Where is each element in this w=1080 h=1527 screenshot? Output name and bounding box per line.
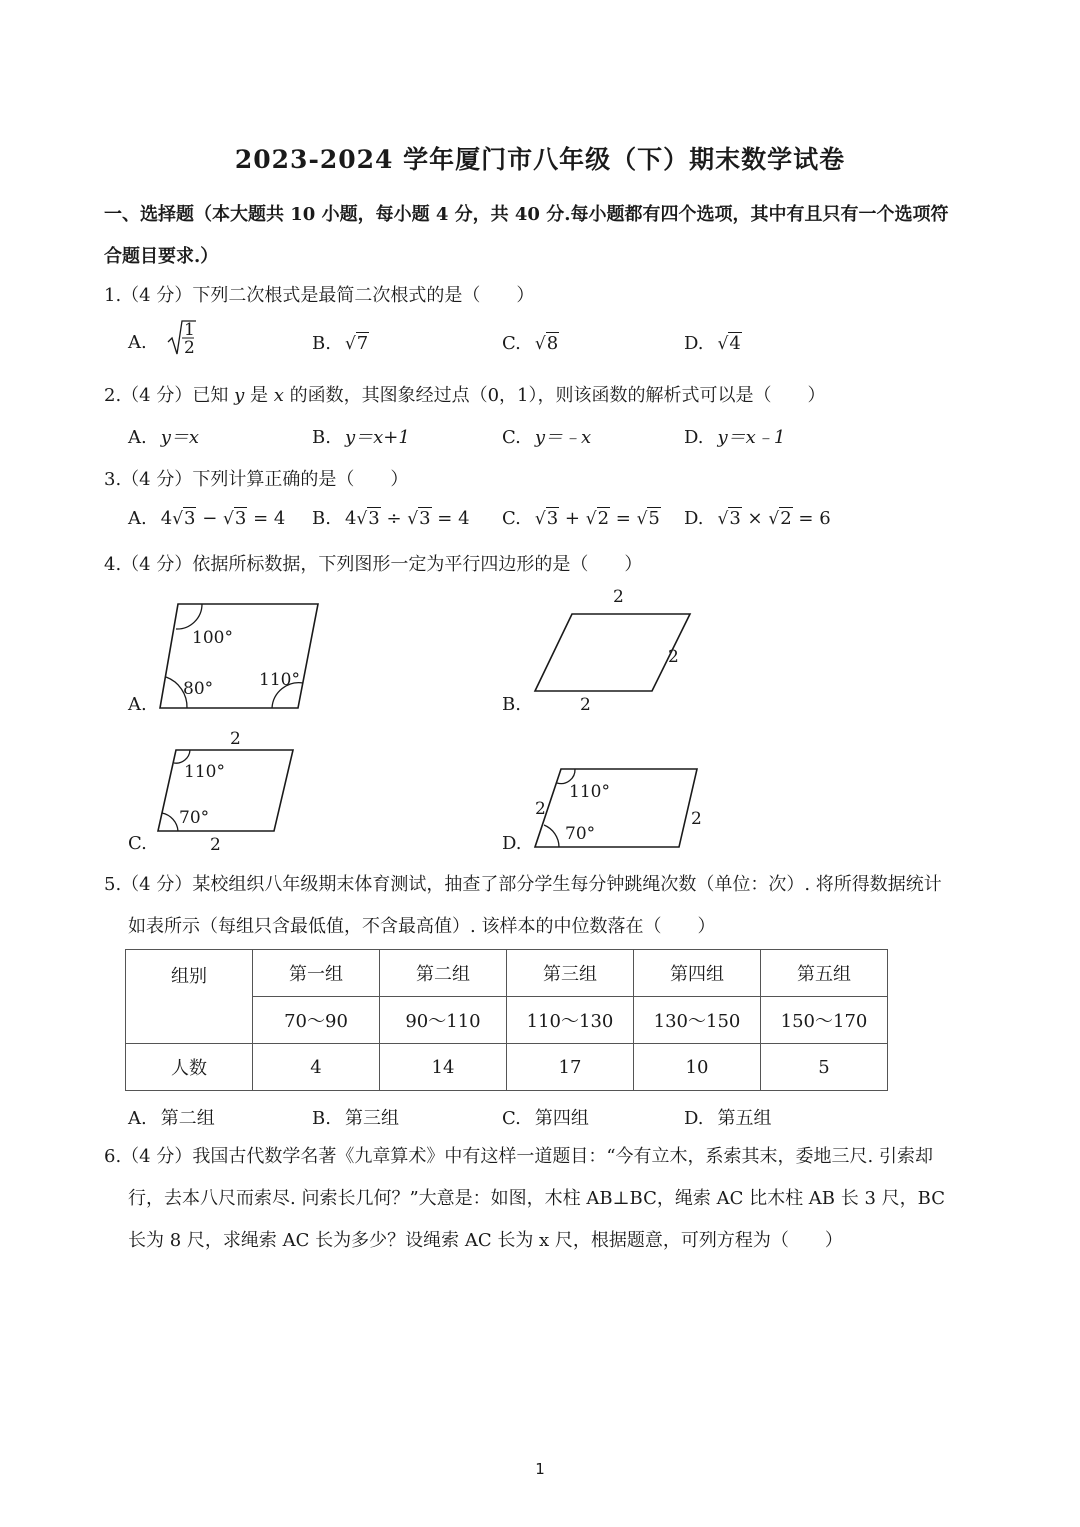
table-count-5: 5 <box>761 1044 888 1091</box>
radicand: 3 <box>368 508 380 529</box>
radicand: 2 <box>597 508 610 529</box>
sqrt-sign: √ <box>356 509 368 529</box>
q2-option-c <box>502 423 591 449</box>
equals: = <box>615 508 631 529</box>
q2-option-d <box>684 423 785 449</box>
sqrt-sign: √ <box>534 334 546 354</box>
page-number: 1 <box>535 1460 545 1478</box>
sqrt-sign: √ <box>534 509 546 529</box>
equals: = 6 <box>798 508 831 529</box>
table-group-2: 第二组 <box>380 950 507 997</box>
radicand: 3 <box>234 508 247 529</box>
option-letter: D. <box>684 1108 704 1129</box>
option-letter: C. <box>502 333 521 354</box>
q4-option-d-letter: D. <box>502 833 522 854</box>
table-header-count: 人数 <box>126 1044 253 1091</box>
sqrt-sign: √ <box>585 509 597 529</box>
coefficient: 4 <box>344 508 357 529</box>
side-label-right: 2 <box>691 809 702 829</box>
angle-label-d1: 110° <box>569 782 610 802</box>
angle-label-a3: 110° <box>259 670 300 690</box>
q1-option-a <box>128 320 198 358</box>
angle-label-c1: 110° <box>184 762 225 782</box>
table-count-1: 4 <box>253 1044 380 1091</box>
table-range-4: 130～150 <box>634 997 761 1044</box>
question-3-stem: 3.（4 分）下列计算正确的是（ ） <box>104 469 409 490</box>
quadrilateral-d <box>535 769 697 847</box>
table-count-4: 10 <box>634 1044 761 1091</box>
radicand: 5 <box>648 508 660 529</box>
radicand: 4 <box>729 333 741 354</box>
option-letter: A. <box>128 427 147 448</box>
option-letter: B. <box>312 1108 331 1129</box>
angle-label-a2: 80° <box>183 679 214 699</box>
option-letter: C. <box>502 508 521 529</box>
radicand: 3 <box>184 508 196 529</box>
option-text: 第五组 <box>717 1108 772 1129</box>
section-heading <box>104 194 984 278</box>
q1-a-numerator: 1 <box>184 320 196 340</box>
section-heading-line2: 合题目要求.） <box>104 246 219 267</box>
table-range-2: 90～110 <box>380 997 507 1044</box>
radicand: 3 <box>729 508 741 529</box>
q2-text: 2.（4 分）已知 <box>104 385 235 406</box>
option-text: 第四组 <box>534 1108 589 1129</box>
question-6-stem <box>104 1136 984 1262</box>
q2-option-b <box>312 423 410 449</box>
q5-line2: 如表所示（每组只含最低值，不含最高值）. 该样本的中位数落在（ ） <box>128 916 716 937</box>
option-letter: B. <box>312 508 331 529</box>
radicand: 7 <box>356 333 369 354</box>
angle-arc <box>162 813 178 831</box>
q3-option-c <box>502 508 661 529</box>
option-text: y＝x <box>160 427 200 448</box>
sqrt-sign: √ <box>717 334 729 354</box>
sqrt-sign: √ <box>223 509 234 529</box>
q5-option-c <box>502 1104 589 1130</box>
q2-text: 是 <box>244 385 274 406</box>
equals: = 4 <box>437 508 470 529</box>
angle-arc <box>176 604 202 629</box>
table-range-3: 110～130 <box>507 997 634 1044</box>
angle-label-d2: 70° <box>565 824 596 844</box>
table-group-3: 第三组 <box>507 950 634 997</box>
sqrt-sign: √ <box>768 509 780 529</box>
option-letter: A. <box>128 1108 147 1129</box>
section-heading-line1: 一、选择题（本大题共 10 小题，每小题 4 分，共 40 分.每小题都有四个选项，其中有且只有一个选项符 <box>104 204 949 225</box>
q2-option-a <box>128 423 199 449</box>
q2-text: 的函数，其图象经过点（0，1），则该函数的解析式可以是（ ） <box>283 385 826 406</box>
side-label-bottom: 2 <box>210 835 221 855</box>
sqrt-sign: √ <box>344 334 356 354</box>
exam-title: 2023-2024 学年厦门市八年级（下）期末数学试卷 <box>234 145 846 174</box>
table-count-2: 14 <box>380 1044 507 1091</box>
radicand: 8 <box>546 333 559 354</box>
option-text: y＝x+1 <box>344 427 410 448</box>
q1-option-c <box>502 333 559 354</box>
q2-var-x: x <box>273 385 284 406</box>
operator: + <box>564 508 580 529</box>
q4-option-a-letter: A. <box>128 694 147 715</box>
q6-line1: 6.（4 分）我国古代数学名著《九章算术》中有这样一道题目：“今有立木，系索其末，委地三尺. 引索却 <box>104 1146 933 1167</box>
radicand: 3 <box>419 508 431 529</box>
q5-option-b <box>312 1104 399 1130</box>
angle-label-a1: 100° <box>192 628 233 648</box>
sqrt-sign: √ <box>636 509 648 529</box>
q5-option-a <box>128 1104 215 1130</box>
q1-a-sqrt-fraction <box>166 318 198 358</box>
q1-option-d <box>684 333 742 354</box>
option-text: 第三组 <box>344 1108 399 1129</box>
sqrt-sign: √ <box>717 509 729 529</box>
table-group-5: 第五组 <box>761 950 888 997</box>
side-label-top: 2 <box>613 587 624 607</box>
option-letter: C. <box>502 427 521 448</box>
operator: − <box>202 508 218 529</box>
equals: = 4 <box>253 508 286 529</box>
option-text: 第二组 <box>160 1108 215 1129</box>
q4-figure-a <box>150 595 340 720</box>
angle-label-c2: 70° <box>179 808 210 828</box>
option-letter: D. <box>684 333 704 354</box>
q4-figure-c <box>150 727 310 857</box>
table-range-5: 150～170 <box>761 997 888 1044</box>
q2-var-y: y <box>234 385 245 406</box>
sqrt-sign: √ <box>407 509 419 529</box>
table-group-4: 第四组 <box>634 950 761 997</box>
q4-figure-b <box>525 585 695 715</box>
q6-line2: 行，去本八尺而索尽. 问索长几何？”大意是：如图，木柱 AB⊥BC，绳索 AC 比木柱 AB 长 3 尺，BC <box>128 1188 945 1209</box>
q3-option-b <box>312 508 470 529</box>
table-header-group: 组别 <box>126 950 253 1044</box>
angle-arc <box>544 825 559 847</box>
table-range-1: 70～90 <box>253 997 380 1044</box>
coefficient: 4 <box>160 508 173 529</box>
option-letter: D. <box>684 508 704 529</box>
question-4-stem: 4.（4 分）依据所标数据，下列图形一定为平行四边形的是（ ） <box>104 554 643 575</box>
q6-line3: 长为 8 尺，求绳索 AC 长为多少？设绳索 AC 长为 x 尺，根据题意，可列方程为（ ） <box>128 1230 843 1251</box>
quadrilateral-b <box>535 614 690 691</box>
question-1-stem: 1.（4 分）下列二次根式是最简二次根式的是（ ） <box>104 285 535 306</box>
option-letter: D. <box>684 427 704 448</box>
operator: ÷ <box>386 508 402 529</box>
frequency-table <box>125 949 888 1091</box>
question-2-stem <box>104 381 825 407</box>
side-label-left: 2 <box>535 799 546 819</box>
sqrt-sign: √ <box>172 509 184 529</box>
option-text: y＝x﹣1 <box>717 427 786 448</box>
q5-option-d <box>684 1104 772 1130</box>
option-letter: B. <box>312 427 331 448</box>
option-letter: A. <box>128 332 147 353</box>
side-label-bottom: 2 <box>580 695 591 715</box>
side-label-right: 2 <box>668 647 679 667</box>
table-group-1: 第一组 <box>253 950 380 997</box>
operator: × <box>747 508 763 529</box>
table-count-3: 17 <box>507 1044 634 1091</box>
option-letter: A. <box>128 508 147 529</box>
q4-option-c-letter: C. <box>128 833 147 854</box>
q1-option-b <box>312 333 369 354</box>
option-text: y＝﹣x <box>534 427 592 448</box>
q4-figure-d <box>525 757 715 857</box>
q4-option-b-letter: B. <box>502 694 521 715</box>
radicand: 3 <box>546 508 559 529</box>
q5-line1: 5.（4 分）某校组织八年级期末体育测试，抽查了部分学生每分钟跳绳次数（单位：次）. 将所得数据统计 <box>104 874 942 895</box>
q3-option-a <box>128 508 285 529</box>
option-letter: C. <box>502 1108 521 1129</box>
radicand: 2 <box>780 508 792 529</box>
q3-option-d <box>684 508 831 529</box>
side-label-top: 2 <box>230 729 241 749</box>
question-5-stem <box>104 864 984 948</box>
option-letter: B. <box>312 333 331 354</box>
q1-a-denominator: 2 <box>184 338 196 358</box>
